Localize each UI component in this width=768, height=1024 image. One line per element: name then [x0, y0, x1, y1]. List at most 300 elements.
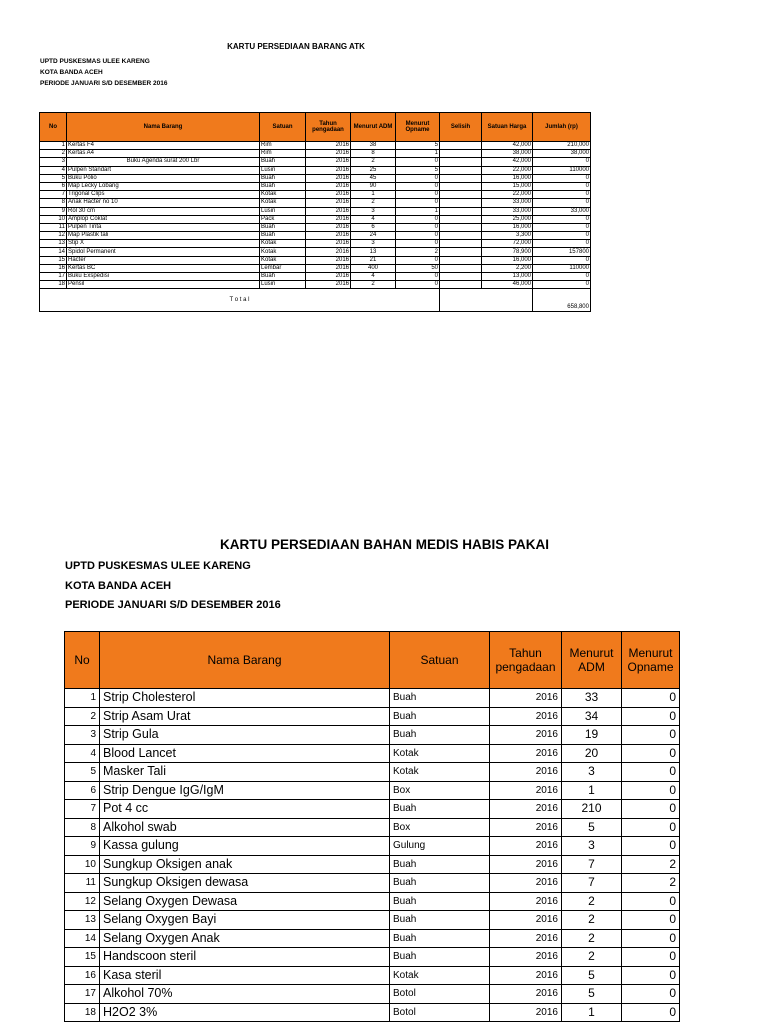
row-year: 2016	[490, 689, 562, 708]
table-row	[65, 818, 680, 837]
row-year: 2016	[306, 281, 351, 289]
row-name: Pot 4 cc	[100, 800, 390, 819]
row-unit: Pack	[260, 215, 306, 223]
row-no: 2	[40, 150, 67, 158]
row-no: 18	[65, 1003, 100, 1022]
table-row	[65, 966, 680, 985]
row-opname: 0	[622, 763, 680, 782]
table-row	[65, 892, 680, 911]
row-selisih	[440, 166, 482, 174]
row-unit: Buah	[260, 232, 306, 240]
row-opname: 2	[622, 855, 680, 874]
row-year: 2016	[490, 966, 562, 985]
table-row	[40, 273, 591, 281]
row-year: 2016	[306, 264, 351, 272]
table-row	[40, 215, 591, 223]
row-price: 3,300	[482, 232, 533, 240]
row-selisih	[440, 191, 482, 199]
row-opname: 0	[622, 818, 680, 837]
row-year: 2016	[306, 232, 351, 240]
doc1-col-adm: Menurut ADM	[351, 113, 396, 142]
row-no: 3	[40, 158, 67, 166]
row-price: 15,000	[482, 182, 533, 190]
row-unit: Buah	[260, 174, 306, 182]
row-name: Stip X	[67, 240, 260, 248]
row-adm: 4	[351, 273, 396, 281]
row-year: 2016	[490, 892, 562, 911]
table-row	[40, 142, 591, 150]
table-row	[65, 707, 680, 726]
table-row	[65, 781, 680, 800]
table-row	[40, 191, 591, 199]
row-name: Pulpen Tinta	[67, 223, 260, 231]
row-year: 2016	[490, 800, 562, 819]
row-no: 12	[65, 892, 100, 911]
row-name: Anak Hacter no 10	[67, 199, 260, 207]
row-no: 9	[40, 207, 67, 215]
row-opname: 0	[622, 781, 680, 800]
row-year: 2016	[306, 273, 351, 281]
doc2-col-name: Nama Barang	[100, 632, 390, 689]
row-name: Buku Agenda surat 200 Lbr	[67, 158, 260, 166]
table-row	[65, 689, 680, 708]
table-row	[65, 837, 680, 856]
row-selisih	[440, 240, 482, 248]
row-adm: 38	[351, 142, 396, 150]
table-row	[40, 207, 591, 215]
row-price: 33,000	[482, 207, 533, 215]
row-selisih	[440, 174, 482, 182]
row-opname: 0	[396, 199, 440, 207]
table-row	[40, 182, 591, 190]
doc1-col-no: No	[40, 113, 67, 142]
row-unit: Kotak	[260, 191, 306, 199]
doc1-col-name: Nama Barang	[67, 113, 260, 142]
row-total: 0	[533, 240, 591, 248]
row-total: 0	[533, 182, 591, 190]
row-price: 42,000	[482, 142, 533, 150]
row-adm: 19	[562, 726, 622, 745]
doc2-table	[64, 631, 680, 1022]
row-opname: 1	[396, 207, 440, 215]
row-adm: 1	[351, 191, 396, 199]
row-adm: 3	[562, 837, 622, 856]
row-opname: 0	[396, 232, 440, 240]
row-opname: 2	[622, 874, 680, 893]
doc1-org: UPTD PUSKESMAS ULEE KARENG	[40, 58, 150, 65]
row-no: 1	[40, 142, 67, 150]
row-year: 2016	[306, 199, 351, 207]
table-row	[65, 1003, 680, 1022]
row-selisih	[440, 182, 482, 190]
row-price: 22,000	[482, 191, 533, 199]
table-row	[40, 166, 591, 174]
row-year: 2016	[490, 874, 562, 893]
row-price: 16,000	[482, 223, 533, 231]
row-unit: Buah	[260, 158, 306, 166]
row-year: 2016	[306, 158, 351, 166]
row-name: Masker Tali	[100, 763, 390, 782]
row-adm: 4	[351, 215, 396, 223]
row-total: 0	[533, 215, 591, 223]
row-adm: 5	[562, 818, 622, 837]
doc1-total-gap	[440, 289, 533, 312]
row-no: 5	[65, 763, 100, 782]
row-unit: Rim	[260, 150, 306, 158]
doc1-total-label: T o t a l	[40, 289, 440, 312]
row-unit: Buah	[260, 223, 306, 231]
row-unit: Buah	[390, 855, 490, 874]
row-no: 7	[65, 800, 100, 819]
row-no: 2	[65, 707, 100, 726]
row-price: 25,000	[482, 215, 533, 223]
row-adm: 33	[562, 689, 622, 708]
row-name: Buku Exspedisi	[67, 273, 260, 281]
row-unit: Box	[390, 818, 490, 837]
row-unit: Kotak	[260, 199, 306, 207]
row-no: 16	[40, 264, 67, 272]
row-unit: Buah	[390, 948, 490, 967]
row-selisih	[440, 223, 482, 231]
doc1-table	[39, 112, 591, 312]
table-row	[40, 223, 591, 231]
row-name: Spidol Permanent	[67, 248, 260, 256]
table-row	[40, 256, 591, 264]
row-year: 2016	[490, 985, 562, 1004]
row-name: Pensil	[67, 281, 260, 289]
doc2-col-no: No	[65, 632, 100, 689]
row-adm: 2	[562, 892, 622, 911]
row-opname: 0	[396, 215, 440, 223]
row-year: 2016	[306, 240, 351, 248]
row-no: 10	[40, 215, 67, 223]
row-selisih	[440, 232, 482, 240]
doc2-period: PERIODE JANUARI S/D DESEMBER 2016	[65, 599, 281, 611]
row-adm: 2	[351, 281, 396, 289]
row-unit: Rim	[260, 142, 306, 150]
row-no: 15	[40, 256, 67, 264]
row-unit: Buah	[390, 707, 490, 726]
doc2-org: UPTD PUSKESMAS ULEE KARENG	[65, 560, 251, 572]
row-opname: 0	[622, 689, 680, 708]
row-opname: 0	[622, 892, 680, 911]
row-year: 2016	[490, 763, 562, 782]
row-opname: 0	[396, 174, 440, 182]
row-no: 3	[65, 726, 100, 745]
row-no: 14	[40, 248, 67, 256]
table-row	[40, 150, 591, 158]
row-selisih	[440, 150, 482, 158]
row-name: Amplop Coklat	[67, 215, 260, 223]
row-opname: 0	[622, 837, 680, 856]
row-year: 2016	[490, 818, 562, 837]
row-selisih	[440, 215, 482, 223]
row-unit: Buah	[390, 874, 490, 893]
table-row	[65, 985, 680, 1004]
row-no: 17	[65, 985, 100, 1004]
table-row	[40, 248, 591, 256]
row-no: 17	[40, 273, 67, 281]
row-opname: 0	[396, 256, 440, 264]
row-no: 6	[40, 182, 67, 190]
row-year: 2016	[306, 142, 351, 150]
table-row	[65, 948, 680, 967]
table-row	[40, 174, 591, 182]
row-price: 2,200	[482, 264, 533, 272]
row-name: Map Plastik tali	[67, 232, 260, 240]
row-unit: Kotak	[260, 256, 306, 264]
row-no: 13	[40, 240, 67, 248]
row-name: Kertas A4	[67, 150, 260, 158]
row-name: Alkohol 70%	[100, 985, 390, 1004]
row-no: 1	[65, 689, 100, 708]
row-adm: 1	[562, 781, 622, 800]
row-unit: Kotak	[390, 966, 490, 985]
row-adm: 34	[562, 707, 622, 726]
row-name: Selang Oxygen Anak	[100, 929, 390, 948]
row-no: 4	[65, 744, 100, 763]
row-year: 2016	[490, 781, 562, 800]
row-unit: Kotak	[390, 744, 490, 763]
table-row	[40, 240, 591, 248]
doc1-col-unit: Satuan	[260, 113, 306, 142]
row-year: 2016	[490, 1003, 562, 1022]
row-adm: 7	[562, 855, 622, 874]
row-adm: 90	[351, 182, 396, 190]
table-row	[65, 744, 680, 763]
row-year: 2016	[306, 191, 351, 199]
row-name: Rol 30 cm	[67, 207, 260, 215]
row-year: 2016	[306, 223, 351, 231]
row-year: 2016	[490, 855, 562, 874]
row-unit: Kotak	[260, 240, 306, 248]
row-total: 0	[533, 273, 591, 281]
row-no: 8	[65, 818, 100, 837]
row-unit: Box	[390, 781, 490, 800]
row-unit: Buah	[260, 182, 306, 190]
row-total: 38,000	[533, 150, 591, 158]
row-adm: 24	[351, 232, 396, 240]
row-total: 210,000	[533, 142, 591, 150]
row-no: 15	[65, 948, 100, 967]
doc1-col-year: Tahun pengadaan	[306, 113, 351, 142]
row-adm: 5	[562, 985, 622, 1004]
row-price: 42,000	[482, 158, 533, 166]
row-adm: 2	[351, 158, 396, 166]
row-opname: 0	[622, 800, 680, 819]
row-opname: 0	[622, 744, 680, 763]
row-unit: Lusin	[260, 166, 306, 174]
row-selisih	[440, 207, 482, 215]
row-total: 0	[533, 199, 591, 207]
doc1-period: PERIODE JANUARI S/D DESEMBER 2016	[40, 80, 168, 87]
doc2-col-year: Tahun pengadaan	[490, 632, 562, 689]
row-unit: Buah	[390, 689, 490, 708]
row-total: 110000	[533, 166, 591, 174]
row-adm: 5	[562, 966, 622, 985]
row-no: 11	[65, 874, 100, 893]
row-price: 13,000	[482, 273, 533, 281]
row-price: 33,000	[482, 199, 533, 207]
row-no: 18	[40, 281, 67, 289]
row-year: 2016	[306, 248, 351, 256]
row-unit: Buah	[260, 273, 306, 281]
doc1-city: KOTA BANDA ACEH	[40, 69, 103, 76]
row-name: Sungkup Oksigen dewasa	[100, 874, 390, 893]
row-year: 2016	[306, 182, 351, 190]
row-price: 22,000	[482, 166, 533, 174]
row-name: Map Lecky Lobang	[67, 182, 260, 190]
row-no: 6	[65, 781, 100, 800]
table-row	[65, 874, 680, 893]
table-row	[40, 232, 591, 240]
row-name: Alkohol swab	[100, 818, 390, 837]
row-opname: 0	[622, 966, 680, 985]
row-total: 33,000	[533, 207, 591, 215]
row-name: Selang Oxygen Bayi	[100, 911, 390, 930]
row-no: 7	[40, 191, 67, 199]
row-total: 110000	[533, 264, 591, 272]
row-opname: 0	[396, 158, 440, 166]
row-name: Kertas F4	[67, 142, 260, 150]
row-adm: 13	[351, 248, 396, 256]
row-unit: Gulung	[390, 837, 490, 856]
row-year: 2016	[490, 726, 562, 745]
row-opname: 0	[396, 281, 440, 289]
row-year: 2016	[490, 837, 562, 856]
doc1-title: KARTU PERSEDIAAN BARANG ATK	[227, 42, 365, 51]
doc1-total-row	[40, 289, 591, 312]
doc1-header-row	[40, 113, 591, 142]
row-adm: 8	[351, 150, 396, 158]
row-unit: Buah	[390, 726, 490, 745]
table-row	[65, 726, 680, 745]
row-no: 13	[65, 911, 100, 930]
row-adm: 2	[562, 911, 622, 930]
row-year: 2016	[490, 948, 562, 967]
row-name: Selang Oxygen Dewasa	[100, 892, 390, 911]
doc1-col-selisih: Selisih	[440, 113, 482, 142]
row-unit: Buah	[390, 911, 490, 930]
doc2-col-unit: Satuan	[390, 632, 490, 689]
row-total: 157800	[533, 248, 591, 256]
row-adm: 3	[351, 207, 396, 215]
row-unit: Botol	[390, 1003, 490, 1022]
row-name: Hacter	[67, 256, 260, 264]
table-row	[40, 264, 591, 272]
row-name: Kasa steril	[100, 966, 390, 985]
doc1-col-total: Jumlah (rp)	[533, 113, 591, 142]
row-opname: 5	[396, 142, 440, 150]
table-row	[65, 911, 680, 930]
table-row	[40, 281, 591, 289]
row-price: 16,000	[482, 256, 533, 264]
row-price: 72,000	[482, 240, 533, 248]
row-unit: Buah	[390, 929, 490, 948]
row-total: 0	[533, 174, 591, 182]
row-adm: 45	[351, 174, 396, 182]
table-row	[65, 855, 680, 874]
table-row	[65, 800, 680, 819]
row-no: 14	[65, 929, 100, 948]
row-name: Buku Polio	[67, 174, 260, 182]
row-price: 16,000	[482, 174, 533, 182]
row-year: 2016	[490, 707, 562, 726]
row-year: 2016	[306, 166, 351, 174]
row-adm: 21	[351, 256, 396, 264]
row-name: Blood Lancet	[100, 744, 390, 763]
row-adm: 3	[351, 240, 396, 248]
row-name: Strip Gula	[100, 726, 390, 745]
row-name: Pulpen Standart	[67, 166, 260, 174]
row-price: 38,000	[482, 150, 533, 158]
row-unit: Kotak	[260, 248, 306, 256]
row-opname: 0	[622, 726, 680, 745]
row-year: 2016	[306, 174, 351, 182]
row-adm: 1	[562, 1003, 622, 1022]
doc1-col-opname: Menurut Opname	[396, 113, 440, 142]
row-no: 8	[40, 199, 67, 207]
doc1-col-price: Satuan Harga	[482, 113, 533, 142]
doc2-city: KOTA BANDA ACEH	[65, 580, 172, 592]
table-row	[40, 158, 591, 166]
table-row	[40, 199, 591, 207]
doc2-header-row	[65, 632, 680, 689]
row-opname: 0	[396, 273, 440, 281]
row-adm: 25	[351, 166, 396, 174]
row-opname: 0	[396, 191, 440, 199]
row-name: Kassa gulung	[100, 837, 390, 856]
row-adm: 20	[562, 744, 622, 763]
row-unit: Lusin	[260, 281, 306, 289]
row-selisih	[440, 264, 482, 272]
row-year: 2016	[306, 256, 351, 264]
row-year: 2016	[490, 911, 562, 930]
row-unit: Buah	[390, 892, 490, 911]
doc2-title: KARTU PERSEDIAAN BAHAN MEDIS HABIS PAKAI	[220, 537, 550, 552]
row-adm: 210	[562, 800, 622, 819]
row-selisih	[440, 281, 482, 289]
row-opname: 0	[396, 182, 440, 190]
row-adm: 2	[351, 199, 396, 207]
row-adm: 6	[351, 223, 396, 231]
row-opname: 0	[622, 1003, 680, 1022]
row-opname: 50	[396, 264, 440, 272]
row-year: 2016	[306, 207, 351, 215]
row-selisih	[440, 248, 482, 256]
table-row	[65, 763, 680, 782]
row-adm: 2	[562, 948, 622, 967]
row-no: 16	[65, 966, 100, 985]
row-selisih	[440, 273, 482, 281]
row-unit: Kotak	[390, 763, 490, 782]
row-total: 0	[533, 158, 591, 166]
doc1-total-value: 658,800	[533, 289, 591, 312]
row-total: 0	[533, 191, 591, 199]
row-name: H2O2 3%	[100, 1003, 390, 1022]
row-adm: 3	[562, 763, 622, 782]
doc2-col-opname: Menurut Opname	[622, 632, 680, 689]
doc2-col-adm: Menurut ADM	[562, 632, 622, 689]
table-row	[65, 929, 680, 948]
row-opname: 0	[396, 240, 440, 248]
row-no: 12	[40, 232, 67, 240]
row-opname: 0	[622, 948, 680, 967]
row-name: Sungkup Oksigen anak	[100, 855, 390, 874]
row-opname: 1	[396, 150, 440, 158]
row-unit: Botol	[390, 985, 490, 1004]
row-adm: 2	[562, 929, 622, 948]
